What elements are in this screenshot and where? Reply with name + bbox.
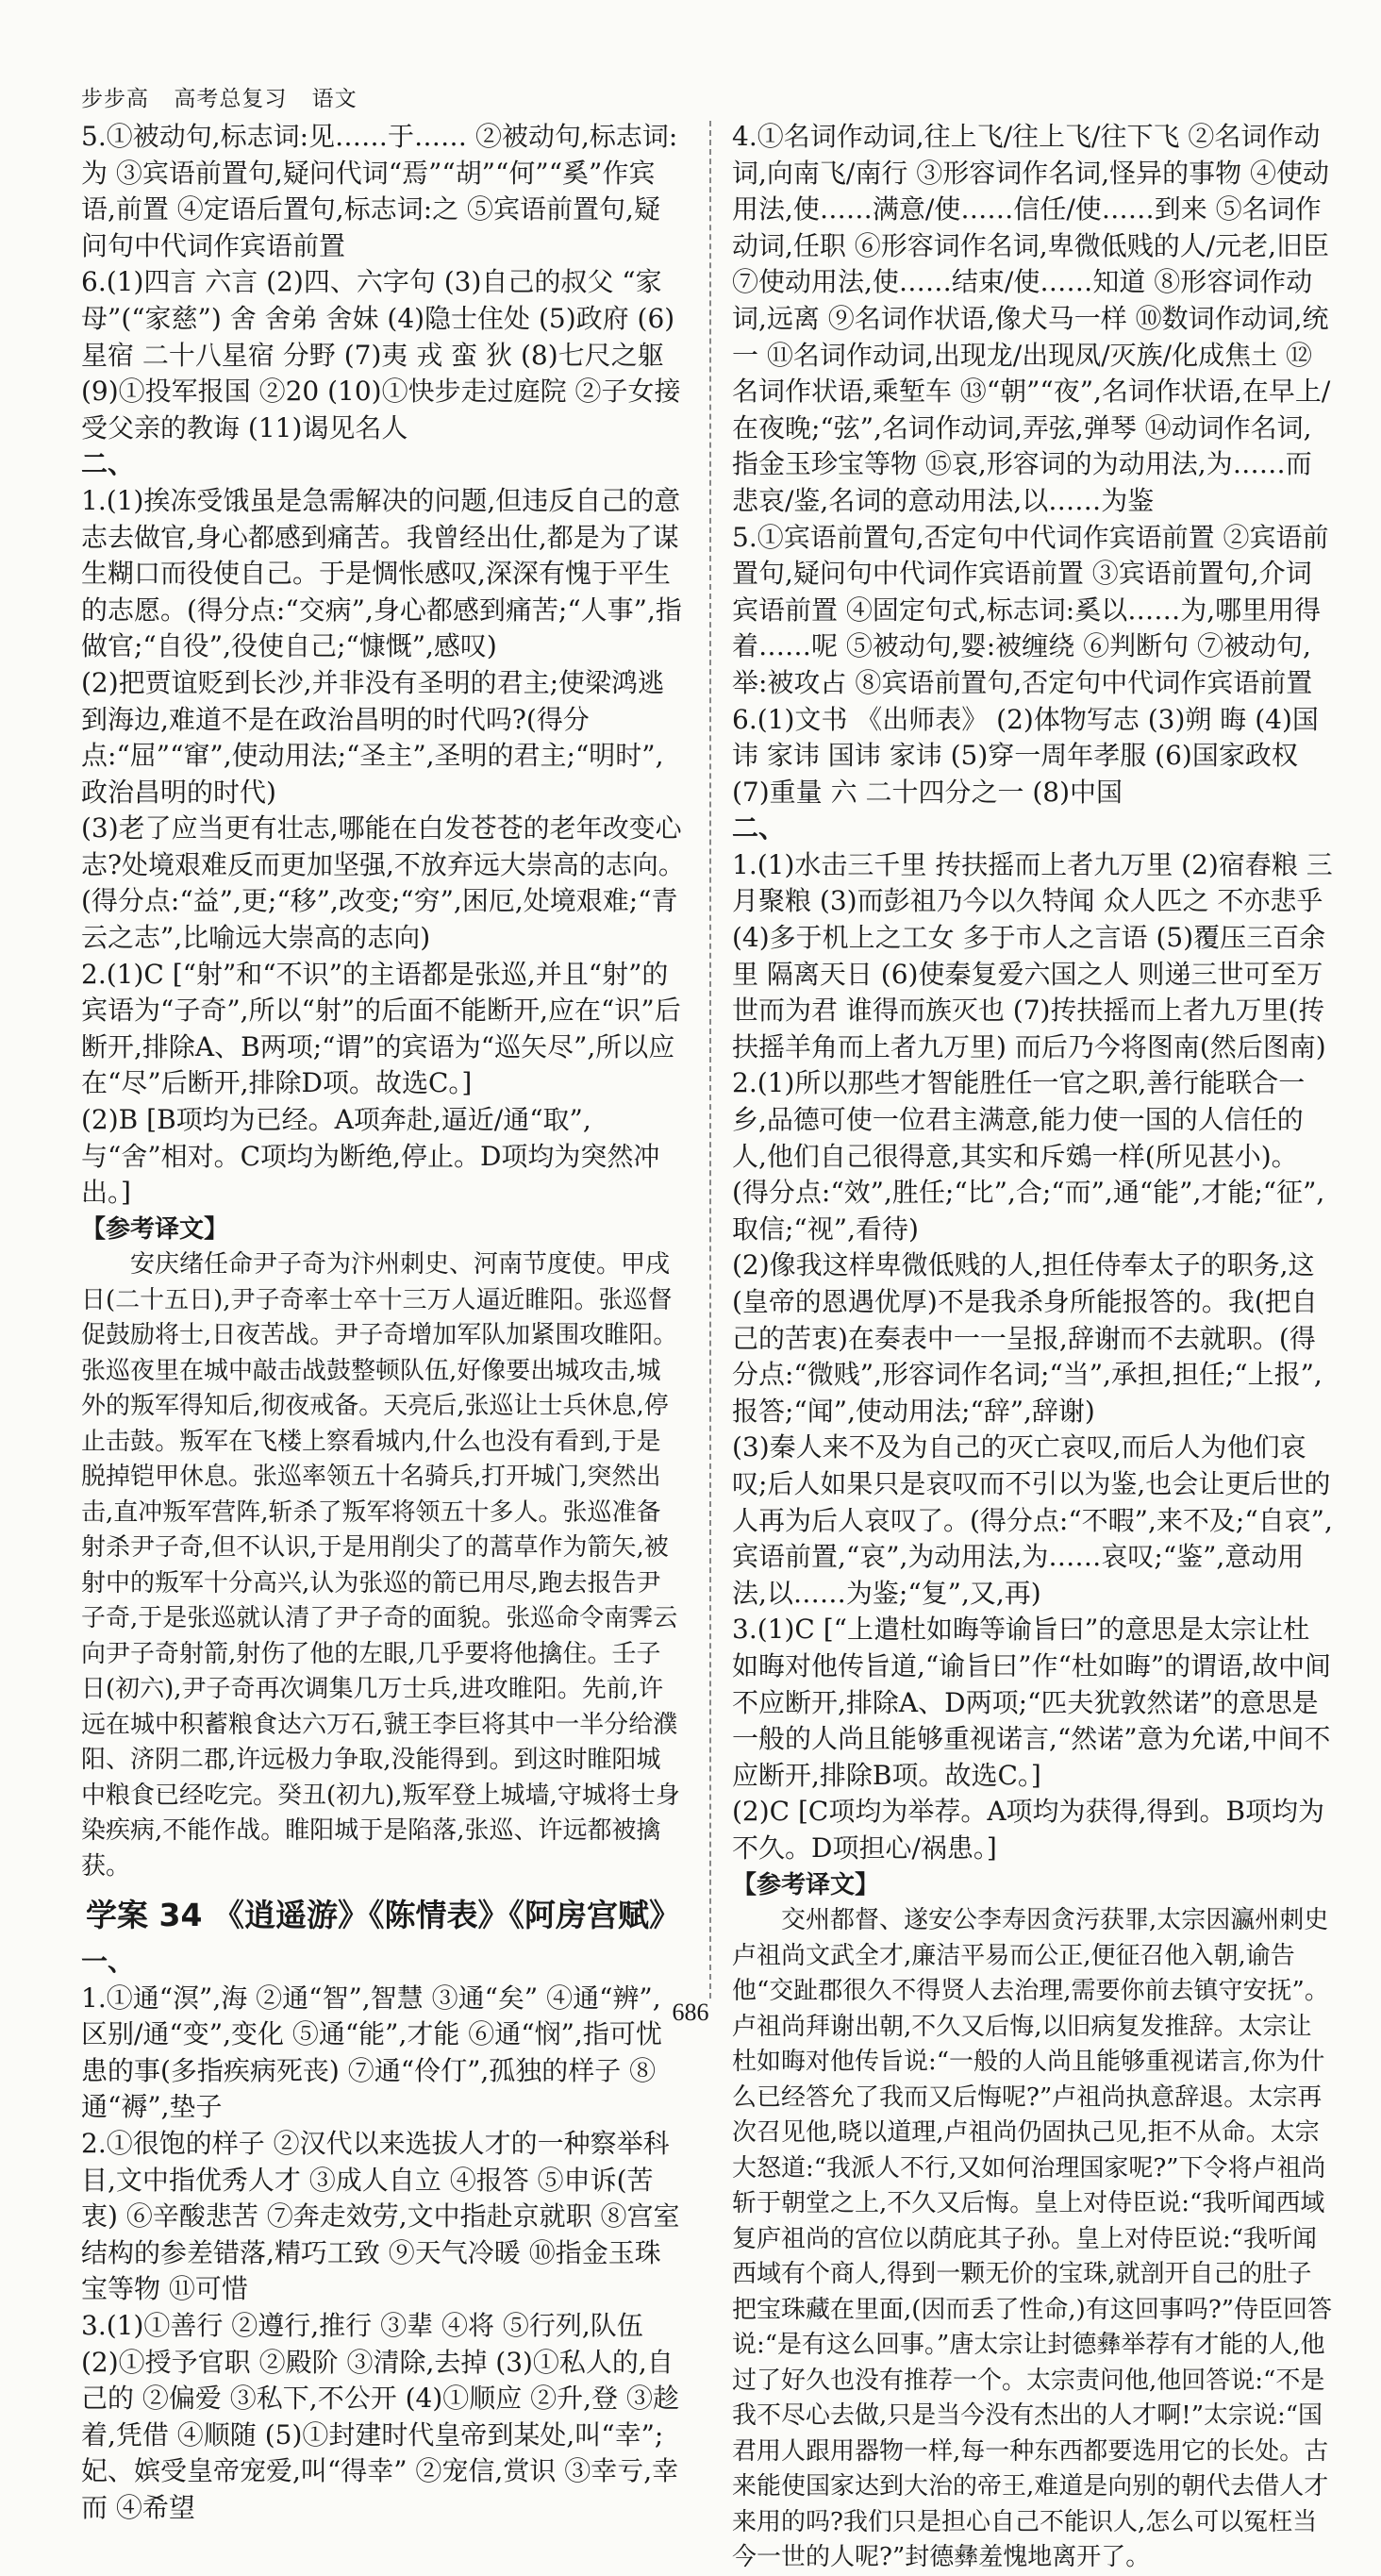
answer-item: (2)把贾谊贬到长沙,并非没有圣明的君主;使梁鸿逃到海边,难道不是在政治昌明的时代吗?(得分点:“屈”“窜”,使动用法;“圣主”,圣明的君主;“明时”,政治昌明的时代) — [81, 666, 664, 808]
answer-item: 5.①被动句,标志词:见……于…… ②被动句,标志词:为 ③宾语前置句,疑问代词“焉”“胡”“何”“奚”作宾语,前置 ④定语后置句,标志词:之 ⑤宾语前置句,疑问句中代词作宾语前置 — [81, 121, 678, 261]
answer-item: 6.(1)四言 六言 (2)四、六字句 (3)自己的叔父 “家母”(“家慈”) 舍 舍弟 舍妹 (4)隐士住处 (5)政府 (6)星宿 二十八星宿 分野 (7)夷 戎 蛮 狄 (8)七尺之躯 (9)①投军报国 ②20 (10)①快步走过庭院 ②子女接受父亲的教诲 (11)谒见名人 — [81, 266, 681, 443]
answer-item: 5.①宾语前置句,否定句中代词作宾语前置 ②宾语前置句,疑问句中代词作宾语前置 ③宾语前置句,介词宾语前置 ④固定句式,标志词:奚以……为,哪里用得着……呢 ⑤被动句,婴:被缠绕 ⑥判断句 ⑦被动句,举:被攻占 ⑧宾语前置句,否定句中代词作宾语前置 — [732, 521, 1329, 698]
section-label: 二、 — [81, 448, 135, 480]
column-divider — [709, 121, 711, 1999]
section-label: 二、 — [732, 812, 786, 845]
series-name: 步步高 — [81, 87, 149, 111]
answer-item: 1.(1)挨冻受饿虽是急需解决的问题,但违反自己的意志去做官,身心都感到痛苦。我曾经出仕,都是为了谋生糊口而役使自己。于是惆怅感叹,深深有愧于平生的志愿。(得分点:“交病”,身心都感到痛苦;“人事”,指做官;“自役”,役使自己;“慷慨”,感叹) — [81, 484, 682, 662]
page-number: 686 — [672, 1999, 709, 2026]
answer-item: 1.(1)水击三千里 抟扶摇而上者九万里 (2)宿舂粮 三月聚粮 (3)而彭祖乃今以久特闻 众人匹之 不亦悲乎 (4)多于机上之工女 多于市人之言语 (5)覆压三百余里 隔离天日 (6)使秦复爱六国之人 则递三世可至万世而为君 谁得而族灭也 (7)抟扶摇而上者九万里(抟扶摇羊角而上者九万里) 而后乃今将图南(然后图南) — [732, 848, 1333, 1062]
answer-item: (3)秦人来不及为自己的灭亡哀叹,而后人为他们哀叹;后人如果只是哀叹而不引以为鉴,也会让更后世的人再为后人哀叹了。(得分点:“不暇”,来不及;“自哀”,宾语前置,“哀”,为动用法,为……哀叹;“鉴”,意动用法,以……为鉴;“复”,又,再) — [732, 1431, 1333, 1609]
reference-translation-label: 【参考译文】 — [732, 1870, 880, 1899]
answer-item: 2.(1)所以那些才智能胜任一官之职,善行能联合一乡,品德可使一位君主满意,能力使一国的人信任的人,他们自己很得意,其实和斥鴳一样(所见甚小)。(得分点:“效”,胜任;“比”,合;“而”,通“能”,才能;“征”,取信;“视”,看待) — [732, 1067, 1325, 1245]
answer-item: (3)老了应当更有壮志,哪能在白发苍苍的老年改变心志?处境艰难反而更加坚强,不放弃远大崇高的志向。(得分点:“益”,更;“移”,改变;“穷”,困厄,处境艰难;“青云之志”,比喻远大崇高的志向) — [81, 812, 685, 954]
answer-item: 4.①名词作动词,往上飞/往上飞/往下飞 ②名词作动词,向南飞/南行 ③形容词作名词,怪异的事物 ④使动用法,使……满意/使……信任/使……到来 ⑤名词作动词,任职 ⑥形容词作名词,卑微低贱的人/元老,旧臣 ⑦使动用法,使……结束/使……知道 ⑧形容词作动词,远离 ⑨名词作状语,像犬马一样 ⑩数词作动词,统一 ⑪名词作动词,出现龙/出现凤/灭族/化成焦土 ⑫名词作状语,乘堑车 ⑬“朝”“夜”,名词作状语,在早上/在夜晚;“弦”,名词作动词,弄弦,弹琴 ⑭动词作名词,指金玉珍宝等物 ⑮哀,形容词的为动用法,为……而悲哀/鉴,名词的意动用法,以……为鉴 — [732, 121, 1331, 516]
answer-item: (2)C [C项均为举荐。A项均为获得,得到。B项均为不久。D项担心/祸患。] — [732, 1796, 1325, 1864]
subject-name: 语文 — [311, 87, 358, 111]
lesson-title — [81, 1898, 685, 1934]
answer-item: 3.(1)①善行 ②遵行,推行 ③辈 ④将 ⑤行列,队伍 (2)①授予官职 ②殿阶 ③清除,去掉 (3)①私人的,自己的 ②偏爱 ③私下,不公开 (4)①顺应 ②升,登 ③趁着,凭借 ④顺随 (5)①封建时代皇帝到某处,叫“幸”;妃、嫔受皇帝宠爱,叫“得幸” ②宠信,赏识 ③幸亏,幸而 ④希望 — [81, 2309, 679, 2523]
running-header — [81, 81, 374, 112]
answer-item: 1.①通“溟”,海 ②通“智”,智慧 ③通“矣” ④通“辨”,区别/通“变”,变化 ⑤通“能”,才能 ⑥通“悯”,指可忧患的事(多指疾病死丧) ⑦通“伶仃”,孤独的样子 ⑧通“褥”,垫子 — [81, 1982, 662, 2123]
reference-translation-label: 【参考译文】 — [81, 1214, 229, 1244]
answer-item: 6.(1)文书 《出师表》 (2)体物写志 (3)朔 晦 (4)国讳 家讳 国讳 家讳 (5)穿一周年孝服 (6)国家政权 (7)重量 六 二十四分之一 (8)中国 — [732, 703, 1319, 808]
answer-item: (2)B [B项均为已经。A项奔赴,逼近/通“取”,与“舍”相对。C项均为断绝,停止。D项均为突然冲出。] — [81, 1104, 660, 1209]
lesson-name: 《逍遥游》《陈情表》《阿房宫赋》 — [212, 1897, 680, 1934]
answer-item: (2)像我这样卑微低贱的人,担任侍奉太子的职务,这(皇帝的恩遇优厚)不是我杀身所能报答的。我(把自己的苦衷)在奏表中一一呈报,辞谢而不去就职。(得分点:“微贱”,形容词作名词;“当”,承担,担任;“上报”,报答;“闻”,使动用法;“辞”,辞谢) — [732, 1249, 1323, 1427]
section-label: 一、 — [81, 1946, 135, 1977]
reference-translation-text: 交州都督、遂安公李寿因贪污获罪,太宗因瀛州刺史卢祖尚文武全才,廉洁平易而公正,便征召他入朝,谕告他“交趾郡很久不得贤人去治理,需要你前去镇守安抚”。卢祖尚拜谢出朝,不久又后悔,以旧病复发推辞。太宗让杜如晦对他传旨说:“一般的人尚且能够重视诺言,你为什么已经答允了我而又后悔呢?”卢祖尚执意辞退。太宗再次召见他,晓以道理,卢祖尚仍固执己见,拒不从命。太宗大怒道:“我派人不行,又如何治理国家呢?”下令将卢祖尚斩于朝堂之上,不久又后悔。皇上对侍臣说:“我听闻西域复庐祖尚的宫位以荫庇其子孙。皇上对侍臣说:“我听闻西域有个商人,得到一颗无价的宝珠,就剖开自己的肚子把宝珠藏在里面,(因而丢了性命,)有这回事吗?”侍臣回答说:“是有这么回事。”唐太宗让封德彝举荐有才能的人,他过了好久也没有推荐一个。太宗责问他,他回答说:“不是我不尽心去做,只是当今没有杰出的人才啊!”太宗说:“国君用人跟用器物一样,每一种东西都要选用它的长处。古来能使国家达到大治的帝王,难道是向别的朝代去借人才来用的吗?我们只是担心自己不能识人,怎么可以冤枉当今一世的人呢?”封德彝羞愧地离开了。 — [732, 1906, 1333, 2572]
answer-item: 2.(1)C [“射”和“不识”的主语都是张巡,并且“射”的宾语为“子奇”,所以“射”的后面不能断开,应在“识”后断开,排除A、B两项;“谓”的宾语为“巡矢尽”,所以应在“尽”后断开,排除D项。故选C。] — [81, 958, 681, 1099]
answer-item: 2.①很饱的样子 ②汉代以来选拔人才的一种察举科目,文中指优秀人才 ③成人自立 ④报答 ⑤申诉(苦衷) ⑥辛酸悲苦 ⑦奔走效劳,文中指赴京就职 ⑧宫室结构的参差错落,精巧工致 ⑨天气冷暖 ⑩指金玉珠宝等物 ⑪可惜 — [81, 2127, 680, 2305]
answer-item: 3.(1)C [“上遣杜如晦等谕旨曰”的意思是太宗让杜如晦对他传旨道,“谕旨曰”作“杜如晦”的谓语,故中间不应断开,排除A、D两项;“匹夫犹敦然诺”的意思是一般的人尚且能够重视诺言,“然诺”意为允诺,中间不应断开,排除B项。故选C。] — [732, 1614, 1332, 1791]
book-name: 高考总复习 — [174, 87, 288, 111]
reference-translation-text: 安庆绪任命尹子奇为汴州刺史、河南节度使。甲戌日(二十五日),尹子奇率士卒十三万人逼近睢阳。张巡督促鼓励将士,日夜苦战。尹子奇增加军队加紧围攻睢阳。张巡夜里在城中敲击战鼓整顿队伍,好像要出城攻击,城外的叛军得知后,彻夜戒备。天亮后,张巡让士兵休息,停止击鼓。叛军在飞楼上察看城内,什么也没有看到,于是脱掉铠甲休息。张巡率领五十名骑兵,打开城门,突然出击,直冲叛军营阵,斩杀了叛军将领五十多人。张巡准备射杀尹子奇,但不认识,于是用削尖了的蒿草作为箭矢,被射中的叛军十分高兴,认为张巡的箭已用尽,跑去报告尹子奇,于是张巡就认清了尹子奇的面貌。张巡命令南霁云向尹子奇射箭,射伤了他的左眼,几乎要将他擒住。壬子日(初六),尹子奇再次调集几万士兵,进攻睢阳。先前,许远在城中积蓄粮食达六万石,虢王李巨将其中一半分给濮阳、济阴二郡,许远极力争取,没能得到。到这时睢阳城中粮食已经吃完。癸丑(初九),叛军登上城墙,守城将士身染疾病,不能作战。睢阳城于是陷落,张巡、许远都被擒获。 — [81, 1250, 680, 1881]
left-column — [81, 119, 685, 2527]
right-column — [732, 119, 1334, 2576]
lesson-label: 学案 34 — [86, 1897, 203, 1934]
